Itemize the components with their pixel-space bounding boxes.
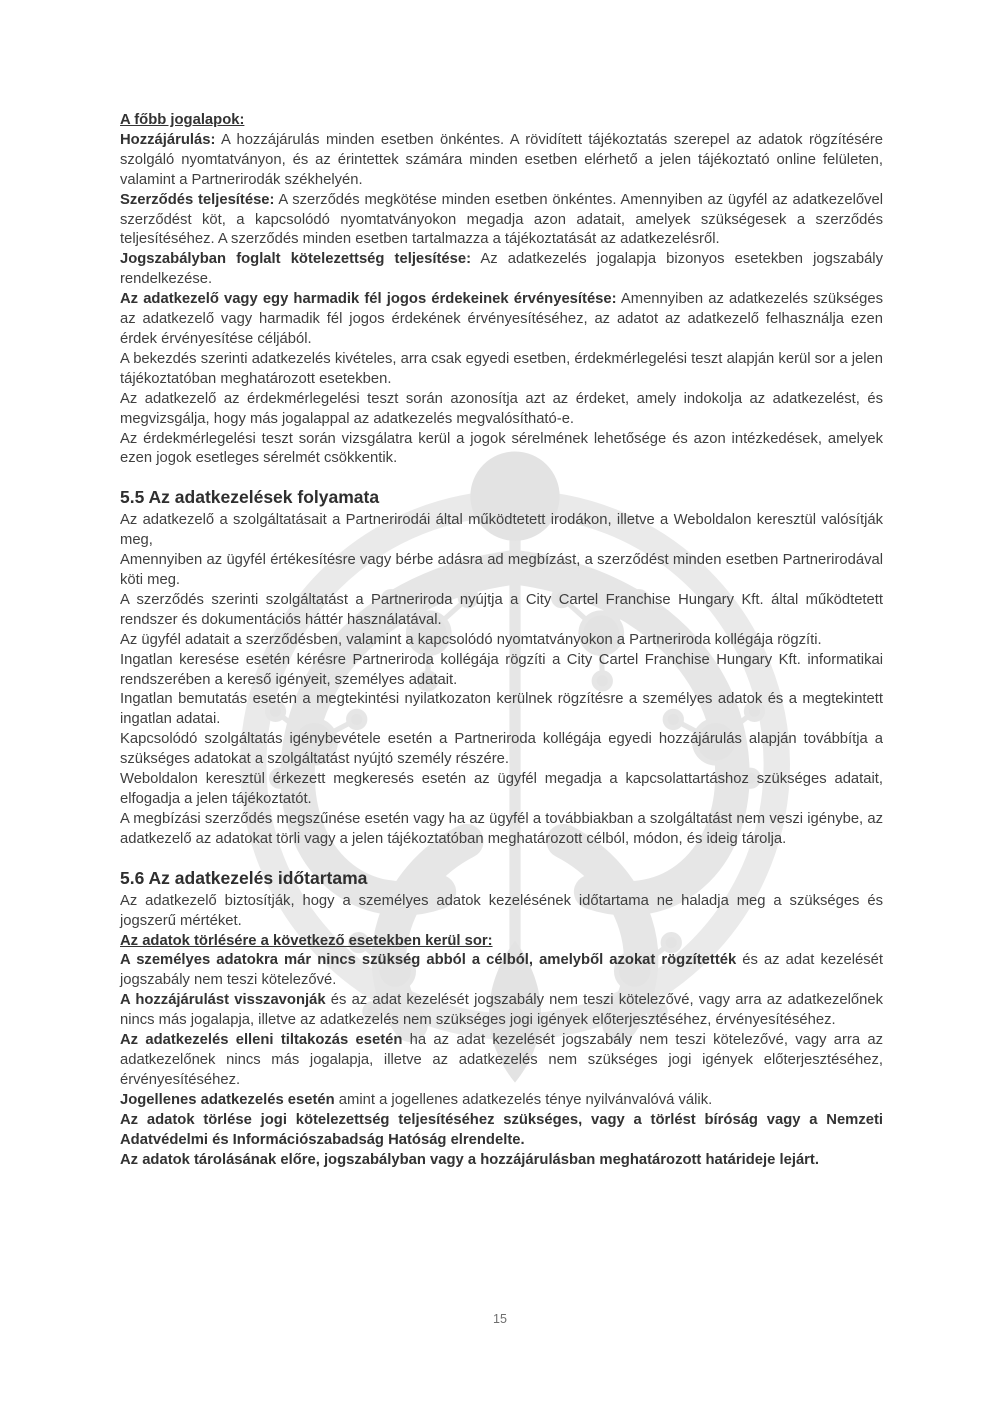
paragraph: Amennyiben az ügyfél értékesítésre vagy bérbe adásra ad megbízást, a szerződést minden esetben Partnerirodával köti meg. [120, 552, 883, 589]
paragraph-legal-obligation [120, 250, 883, 290]
paragraph-text: és az adat kezelését jogszabály nem teszi kötelezővé, vagy arra az adatkezelőnek nincs más jogalapja, illetve az adatkezelés nem szükséges jogi igények előterjesztéséhez, érvényesítéséhez. [120, 992, 883, 1029]
paragraph-text: A szerződés megkötése minden esetben önkéntes. Amennyiben az ügyfél az adatkezelővel szerződést köt, a kapcsolódó nyomtatványokon megadja azon adatait, amelyek szükségesek a szerződés teljesítéséhez. A szerződés minden esetben tartalmazza a tájékoztatását az adatkezelésről. [120, 191, 883, 248]
paragraph: Kapcsolódó szolgáltatás igénybevétele esetén a Partneriroda kollégája egyedi hozzájárulás alapján továbbítja a szükséges adatokat a szolgáltatást nyújtó személy részére. [120, 731, 883, 768]
paragraph-contract [120, 191, 883, 251]
paragraph-text: ha az adat kezelését jogszabály nem teszi kötelezővé, vagy arra az adatkezelőnek nincs más jogalapja, illetve az adatkezelés nem szükséges jogi igények előterjesztéséhez, érvényesítéséhez. [120, 1032, 883, 1088]
legal-bases-heading: A főbb jogalapok: [120, 112, 245, 128]
paragraph-deletion-case: Az adatok törlése jogi kötelezettség teljesítéséhez szükséges, vagy a törlést bíróság vagy a Nemzeti Adatvédelmi és Információszabadság Hatóság elrendelte. [120, 1111, 883, 1148]
paragraph-lead: Hozzájárulás: [120, 131, 216, 148]
paragraph-lead: Az adatkezelés elleni tiltakozás esetén [120, 1032, 403, 1049]
paragraph-text: Az adatkezelés jogalapja bizonyos esetekben jogszabály rendelkezése. [120, 251, 883, 288]
paragraph-lead: A személyes adatokra már nincs szükség abból a célból, amelyből azokat rögzítették [120, 952, 737, 969]
paragraph: Az adatkezelő biztosítják, hogy a személyes adatok kezelésének időtartama ne haladja meg a szükséges és jogszerű mértéket. [120, 892, 883, 929]
paragraph-legitimate-interest [120, 290, 883, 350]
deletion-cases-heading: Az adatok törlésére a következő esetekben kerül sor: [120, 932, 493, 949]
paragraph-deletion-case [120, 1031, 883, 1091]
paragraph-deletion-case [120, 1091, 883, 1111]
paragraph: Az érdekmérlegelési teszt során vizsgálatra kerül a jogok sérelmének lehetősége és azon intézkedések, amelyek ezen jogok esetleges sérelmét csökkentik. [120, 430, 883, 467]
paragraph-lead: A hozzájárulást visszavonják [120, 992, 326, 1009]
paragraph-lead: Jogellenes adatkezelés esetén [120, 1091, 335, 1108]
paragraph: A bekezdés szerinti adatkezelés kivételes, arra csak egyedi esetben, érdekmérlegelési teszt alapján kerül sor a jelen tájékoztatóban meghatározott esetekben. [120, 350, 883, 387]
paragraph: A megbízási szerződés megszűnése esetén vagy ha az ügyfél a továbbiakban a szolgáltatást nem veszi igénybe, az adatkezelő az adatokat törli vagy a jelen tájékoztatóban meghatározott célból, módon, és ideig tárolja. [120, 810, 883, 847]
paragraph-text: A hozzájárulás minden esetben önkéntes. A rövidített tájékoztatás szerepel az adatok rögzítésére szolgáló nyomtatványon, és az érintettek számára minden esetben elérhető a jelen tájékoztató online felületen, valamint a Partnerirodák székhelyén. [120, 131, 883, 188]
paragraph-lead: Jogszabályban foglalt kötelezettség teljesítése: [120, 251, 472, 268]
paragraph: Ingatlan keresése esetén kérésre Partneriroda kollégája rögzíti a City Cartel Franchise Hungary Kft. informatikai rendszerében a kereső igényeit, személyes adatait. [120, 651, 883, 688]
paragraph-lead: Szerződés teljesítése: [120, 191, 275, 208]
paragraph: Az adatkezelő a szolgáltatásait a Partnerirodái által működtetett irodákon, illetve a Weboldalon keresztül valósítják meg, [120, 512, 883, 549]
paragraph-deletion-case [120, 951, 883, 991]
paragraph-lead: Az adatkezelő vagy egy harmadik fél jogos érdekeinek érvényesítése: [120, 291, 617, 308]
paragraph-text: Amennyiben az adatkezelés szükséges az adatkezelő vagy harmadik fél jogos érdekének érvényesítéséhez, az adatot az adatkezelő felhasználja ezen érdek érvényesítése céljából. [120, 291, 883, 347]
paragraph-text: és az adat kezelését jogszabály nem teszi kötelezővé. [120, 952, 883, 989]
paragraph-text: amint a jogellenes adatkezelés ténye nyilvánvalóvá válik. [334, 1091, 713, 1108]
paragraph-consent [120, 131, 883, 191]
paragraph: Az ügyfél adatait a szerződésben, valamint a kapcsolódó nyomtatványokon a Partneriroda kollégája rögzíti. [120, 631, 822, 648]
paragraph-deletion-case [120, 991, 883, 1031]
page-number: 15 [493, 1312, 507, 1326]
section-heading-5-6: 5.6 Az adatkezelés időtartama [120, 867, 368, 888]
page-content [120, 111, 883, 1170]
paragraph: Az adatkezelő az érdekmérlegelési teszt során azonosítja azt az érdeket, amely indokolja az adatkezelést, és megvizsgálja, hogy más jogalappal az adatkezelés megvalósítható-e. [120, 390, 883, 427]
section-heading-5-5: 5.5 Az adatkezelések folyamata [120, 487, 380, 508]
paragraph: Weboldalon keresztül érkezett megkeresés esetén az ügyfél megadja a kapcsolattartáshoz szükséges adatait, elfogadja a jelen tájékoztatót. [120, 771, 883, 807]
paragraph: Ingatlan bemutatás esetén a megtekintési nyilatkozaton kerülnek rögzítésre a személyes adatok és a megtekintett ingatlan adatai. [120, 691, 883, 728]
paragraph-deletion-case: Az adatok tárolásának előre, jogszabályban vagy a hozzájárulásban meghatározott határideje lejárt. [120, 1151, 819, 1168]
paragraph: A szerződés szerinti szolgáltatást a Partneriroda nyújtja a City Cartel Franchise Hungary Kft. által működtetett rendszer és dokumentációs háttér használatával. [120, 591, 883, 628]
